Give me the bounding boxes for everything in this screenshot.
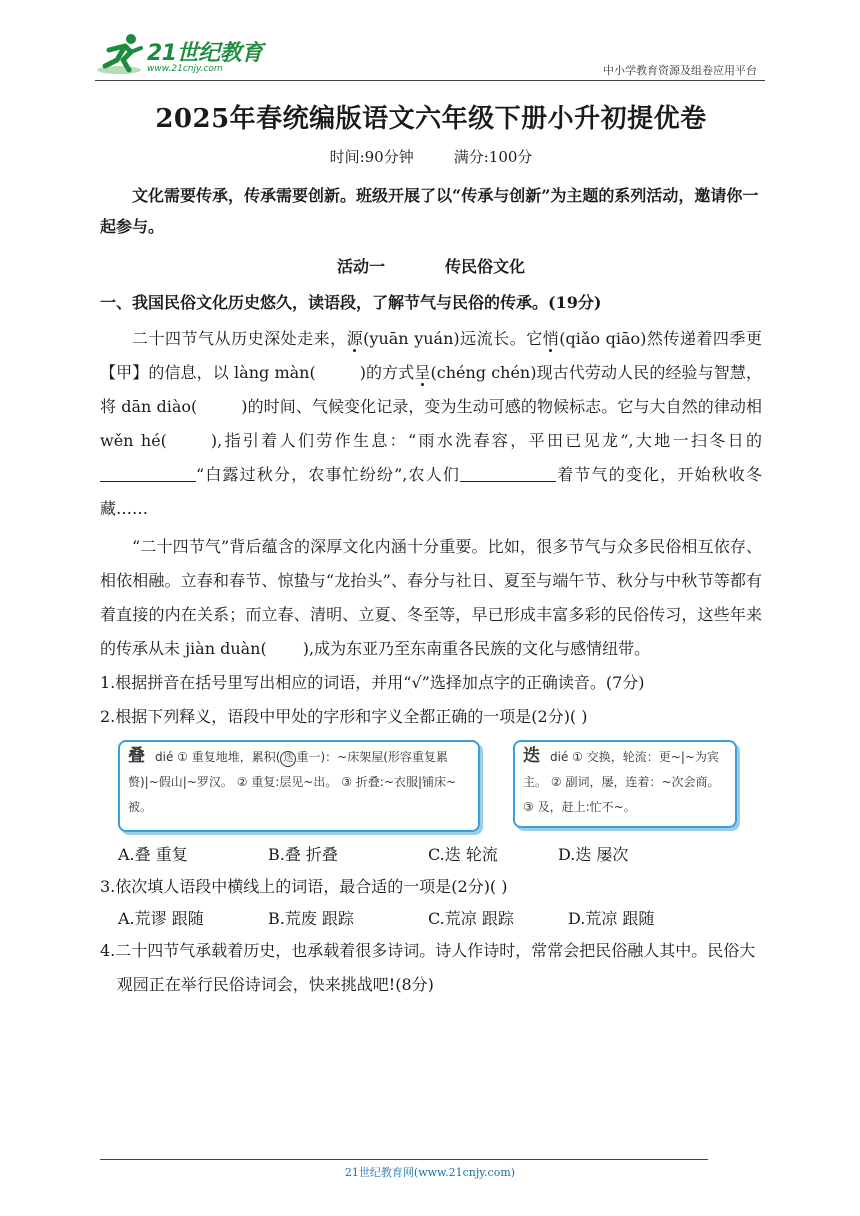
activity-heading: [100, 254, 762, 280]
question-3-options: [118, 904, 762, 934]
exam-meta: [100, 146, 762, 168]
dotted-char: 源: [346, 329, 364, 348]
question-1: 1.根据拼音在括号里写出相应的词语，并用“√”选择加点字的正确读音。(7分): [100, 673, 645, 692]
option-d[interactable]: D.迭 屡次: [558, 845, 629, 864]
definition-char: 叠: [128, 746, 145, 766]
platform-label: 中小学教育资源及组卷应用平台: [603, 64, 757, 77]
dotted-char: 呈: [414, 363, 431, 382]
page-title: 2025年春统编版语文六年级下册小升初提优卷: [155, 104, 707, 134]
question-4: 4.二十四节气承载着历史，也承载着很多诗词。诗人作诗时，常常会把民俗融人其中。民俗大观园正在举行民俗诗词会，快来挑战吧!(8分): [100, 941, 756, 994]
definition-boxes: [100, 740, 762, 840]
passage-paragraph-2: “二十四节气”背后蕴含的深厚文化内涵十分重要。比如，很多节气与众多民俗相互依存、相依相融。立春和春节、惊蛰与“龙抬头”、春分与社日、夏至与端午节、秋分与中秋节等都有着直接的内在关系；而立春、清明、立夏、冬至等，早已形成丰富多彩的民俗传习，这些年来的传承从未 jiàn duàn( ),成为东亚乃至东南重各民族的文化与感情纽带。: [100, 537, 762, 658]
activity-name: 活动一: [336, 257, 385, 276]
exam-score: 满分:100分: [453, 148, 533, 166]
logo: [95, 30, 265, 80]
option-c[interactable]: C.荒凉 跟踪: [428, 909, 514, 928]
question-2-options: [118, 840, 762, 870]
logo-url: www.21cnjy.com: [147, 64, 223, 74]
option-b[interactable]: B.叠 折叠: [268, 845, 338, 864]
fill-line[interactable]: [460, 463, 556, 482]
intro-text: 文化需要传承，传承需要创新。班级开展了以“传承与创新”为主题的系列活动，邀请你一起参与。: [100, 186, 759, 236]
option-c[interactable]: C.迭 轮流: [428, 845, 498, 864]
passage-paragraph-1: 二十四节气从历史深处走来，源(yuān yuán)远流长。它悄(qiǎo qiāo)然传递着四季更【甲】的信息，以 làng màn( )的方式呈(chéng chén)现古代劳动人民的经验与智慧，将 dān diào( )的时间、气候变化记录，变为生动可感的物候标志。它与大自然的律动相 wěn hé( ),指引着人们劳作生息：“雨水洗春容，平田已见龙”,大地一扫冬日的“白露过秋分，农事忙纷纷”,农人们 着节气的变化，开始秋收冬藏……: [100, 329, 762, 518]
section-heading: 一、我国民俗文化历史悠久，读语段，了解节气与民俗的传承。(19分): [100, 293, 602, 312]
runner-logo-icon: [95, 30, 147, 78]
question-3: 3.依次填人语段中横线上的词语，最合适的一项是(2分)( ): [100, 877, 508, 896]
definition-box-die2: 迭 dié ① 交换，轮流：更~|~为宾主。 ② 副词，屡，连着：~次会商。 ③ 及，赶上:忙不~。: [513, 740, 737, 828]
option-a[interactable]: A.叠 重复: [118, 845, 188, 864]
exam-time: 时间:90分钟: [329, 148, 414, 166]
definition-pinyin: dié: [155, 750, 174, 764]
circled-char: 迭: [280, 751, 296, 767]
fill-line[interactable]: [100, 463, 196, 482]
dotted-char: 悄: [542, 329, 560, 348]
definition-pinyin: dié: [550, 750, 569, 764]
definition-char: 迭: [523, 746, 540, 766]
option-a[interactable]: A.荒谬 跟随: [118, 909, 204, 928]
page-footer: 21世纪教育网(www.21cnjy.com): [344, 1166, 516, 1179]
activity-title: 传民俗文化: [445, 257, 526, 276]
logo-text: 21世纪教育: [147, 41, 263, 66]
header-divider: [95, 80, 765, 81]
exam-content: [100, 100, 762, 1002]
definition-box-die: 叠 dié ① 重复地堆，累积( 迭 重一)：~床架屋(形容重复累赘)|~假山|~罗汉。 ② 重复:层见~出。 ③ 折叠:~衣服|铺床~被。: [118, 740, 480, 832]
page-header: [95, 30, 765, 82]
option-d[interactable]: D.荒凉 跟随: [568, 909, 655, 928]
footer-divider: [100, 1159, 708, 1160]
option-b[interactable]: B.荒废 跟踪: [268, 909, 354, 928]
question-2: 2.根据下列释义，语段中甲处的字形和字义全都正确的一项是(2分)( ): [100, 707, 588, 726]
